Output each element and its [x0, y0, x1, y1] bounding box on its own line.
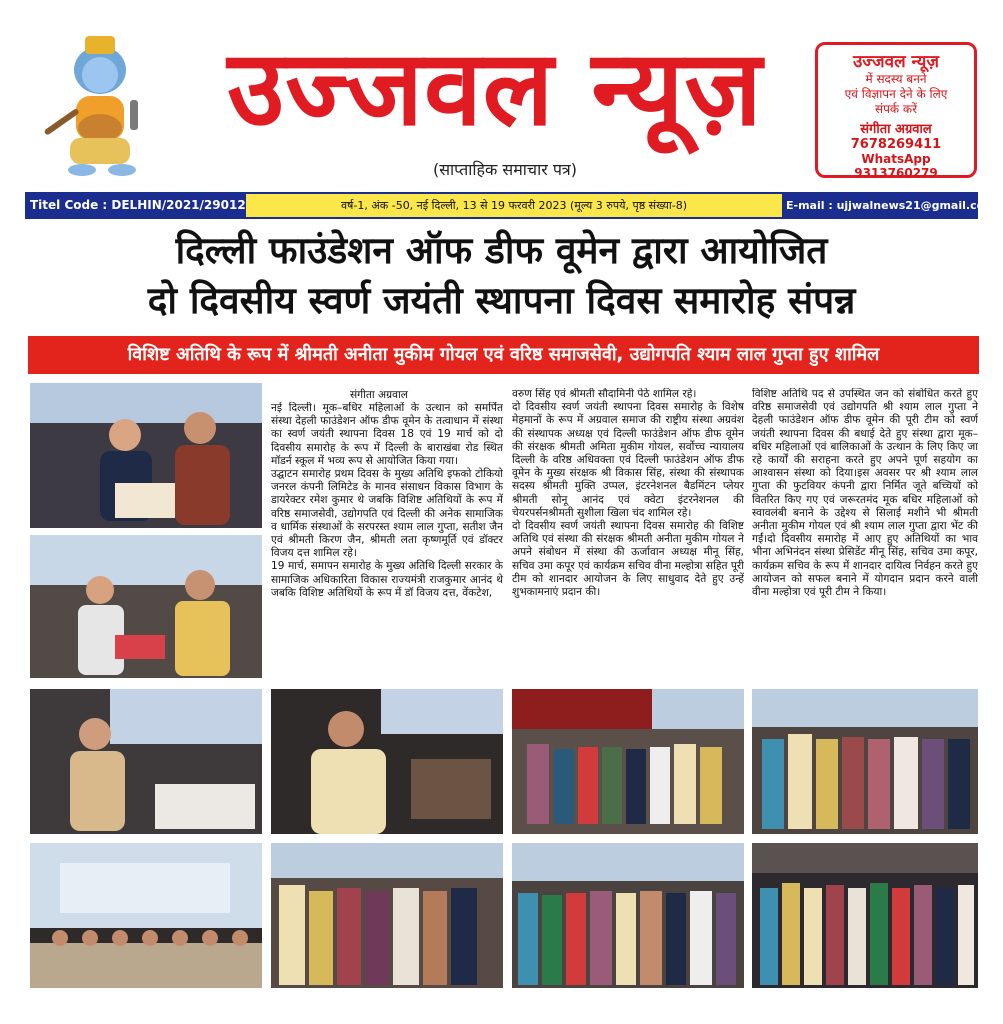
subheadline-bar: विशिष्ट अतिथि के रूप में श्रीमती अनीता मुकीम गोयल एवं वरिष्ठ समाजसेवी, उद्योगपति श्याम लाल गुप्ता हुए शामिल: [28, 336, 979, 374]
photo-speaker-man: [271, 689, 503, 834]
ad-phone: 7678269411: [850, 137, 942, 152]
title-code: Titel Code : DELHIN/2021/29012: [30, 198, 246, 212]
photo-group-2: [752, 689, 978, 834]
ad-contact-name: संगीता अग्रवाल: [860, 122, 932, 137]
email-info: E-mail : ujjwalnews21@gmail.com: [786, 199, 996, 212]
ad-line-2: एवं विज्ञापन देने के लिए: [844, 87, 948, 101]
article-column-3: विशिष्ट अतिथि पद से उपस्थित जन को संबोधित करते हुए वरिष्ठ समाजसेवी एवं उद्योगपति श्री श्याम लाल गुप्ता ने देहली फाउंडेशन ऑफ डीफ वूमेन की पूरी टीम को स्वर्ण जयंती स्थापना दिवस की बधाई देते हुए संस्था द्वारा मूक–बधिर महिलाओं एवं बालिकाओं के उत्थान के लिए किए जा रहे कार्यों की सराहना करते हुए अपने पूर्ण सहयोग का आश्वासन संस्था को दिया।इस अवसर पर श्री श्याम लाल गुप्ता की फुटवियर कंपनी द्वारा निर्मित जूते बच्चियों को वितरित किए गए एवं जरूरतमंद मूक बधिर महिलाओं को स्वावलंबी बनाने के उद्देश्य से सिलाई मशीने भी श्रीमती अनीता मुकीम गोयल एवं श्री श्याम लाल गुप्ता द्वारा भेंट की गईं।दो दिवसीय समारोह में आए हुए अतिथियों का भाव भीना अभिनंदन संस्था प्रेसिडेंट मीनू सिंह, सचिव उमा कपूर, कार्यक्रम सचिव के रूप में शानदार दायित्व निर्वहन करते हुए आयोजन को सफल बनाने में योगदान प्रदान करने वाली वीना मल्होत्रा एवं पूरी टीम ने किया।: [752, 388, 978, 599]
headline: [20, 226, 983, 326]
photo-group-4: [512, 843, 744, 988]
photo-group-5: [752, 843, 978, 988]
ad-title: उज्जवल न्यूज़: [852, 52, 940, 72]
article-column-1: नई दिल्ली। मूक–बधिर महिलाओं के उत्थान को समर्पित संस्था देहली फाउंडेशन ऑफ डीफ वूमेन के तत्वाधान में संस्था का स्वर्ण जयंती स्थापना दिवस 18 एवं 19 मार्च को दो दिवसीय समारोह के रूप में दिल्ली के बाराखंबा रोड स्थित मॉडर्न स्कूल में भव्य रूप से आयोजित किया गया। उद्घाटन समारोह प्रथम दिवस के मुख्य अतिथि इफको टोकियो जनरल कंपनी लिमिटेड के मानव संसाधन विकास विभाग के डायरेक्टर रमेश कुमार थे जबकि विशिष्ट अतिथियों के रूप में वरिष्ठ समाजसेवी, उद्योगपति एवं दिल्ली की अनेक सामाजिक व धार्मिक संस्थाओं के सरपरस्त श्याम लाल गुप्ता, सतीश जैन एवं श्रीमती किरण जैन, श्रीमती लता कृष्णमूर्ति एवं डॉक्टर विजय दत्त शामिल रहे। 19 मार्च, समापन समारोह के मुख्य अतिथि दिल्ली सरकार के सामाजिक अधिकारिता विकास राज्यमंत्री राजकुमार आनंद थे जबकि विशिष्ट अतिथियों के रूप में डॉ विजय दत्त, वेंकटेश,: [271, 402, 503, 599]
headline-line-2: दो दिवसीय स्वर्ण जयंती स्थापना दिवस समारोह संपन्न: [147, 279, 856, 322]
ad-line-1: में सदस्य बनने: [865, 72, 927, 86]
krishna-logo-icon: [30, 30, 160, 180]
photo-group-1: [512, 689, 744, 834]
ad-whatsapp: WhatsApp 9313760279: [854, 152, 938, 180]
issue-info: वर्ष-1, अंक -50, नई दिल्ली, 13 से 19 फरवरी 2023 (मूल्य 3 रुपये, पृष्ठ संख्या-8): [246, 194, 782, 217]
ad-line-3: संपर्क करें: [874, 102, 918, 116]
photo-stage-banner: [30, 843, 262, 988]
photo-group-3: [271, 843, 503, 988]
photo-speaker-woman: [30, 689, 262, 834]
article-column-2: वरुण सिंह एवं श्रीमती सौदामिनी पेठे शामिल रहे। दो दिवसीय स्वर्ण जयंती स्थापना दिवस समारोह के विशेष मेहमानों के रूप में अग्रवाल समाज की राष्ट्रीय संस्था अग्रवंश की संस्थापक अध्यक्ष एवं दिल्ली फाउंडेशन ऑफ डीफ वूमेन की संरक्षक श्रीमती अमिता मुकीम गोयल, सर्वोच्च न्यायालय दिल्ली के वरिष्ठ अधिवक्ता एवं दिल्ली फाउंडेशन ऑफ डीफ वूमेन के मुख्य संरक्षक श्री विकास सिंह, संस्था की संस्थापक सदस्य श्रीमती मुक्ति उप्पल, इंटरनेशनल बैडमिंटन प्लेयर श्रीमती सोनू आनंद एवं क्वेटा इंटरनेशनल की चेयरपर्सनश्रीमती सुशीला खिला चंद शामिल रहे। दो दिवसीय स्वर्ण जयंती स्थापना दिवस समारोह की विशिष्ट अतिथि एवं संस्था की संरक्षक श्रीमती अनीता मुकीम गोयल ने अपने संबोधन में संस्था की ऊर्जावान अध्यक्ष मीनू सिंह, सचिव उमा कपूर एवं कार्यक्रम सचिव वीना मल्होत्रा सहित पूरी टीम को शानदार आयोजन के लिए साधुवाद देते हुए उन्हें शुभकामनाएं प्रदान की।: [512, 388, 744, 599]
masthead-title: उज्जवल न्यूज़: [227, 26, 763, 149]
photo-award-girl: [30, 383, 262, 528]
photo-award-certificate: [30, 535, 262, 678]
headline-line-1: दिल्ली फाउंडेशन ऑफ डीफ वूमेन द्वारा आयोजित: [175, 229, 828, 272]
advertisement-box: [815, 42, 977, 178]
article-byline: संगीता अग्रवाल: [350, 389, 408, 401]
masthead-subtitle: (साप्ताहिक समाचार पत्र): [432, 160, 578, 179]
